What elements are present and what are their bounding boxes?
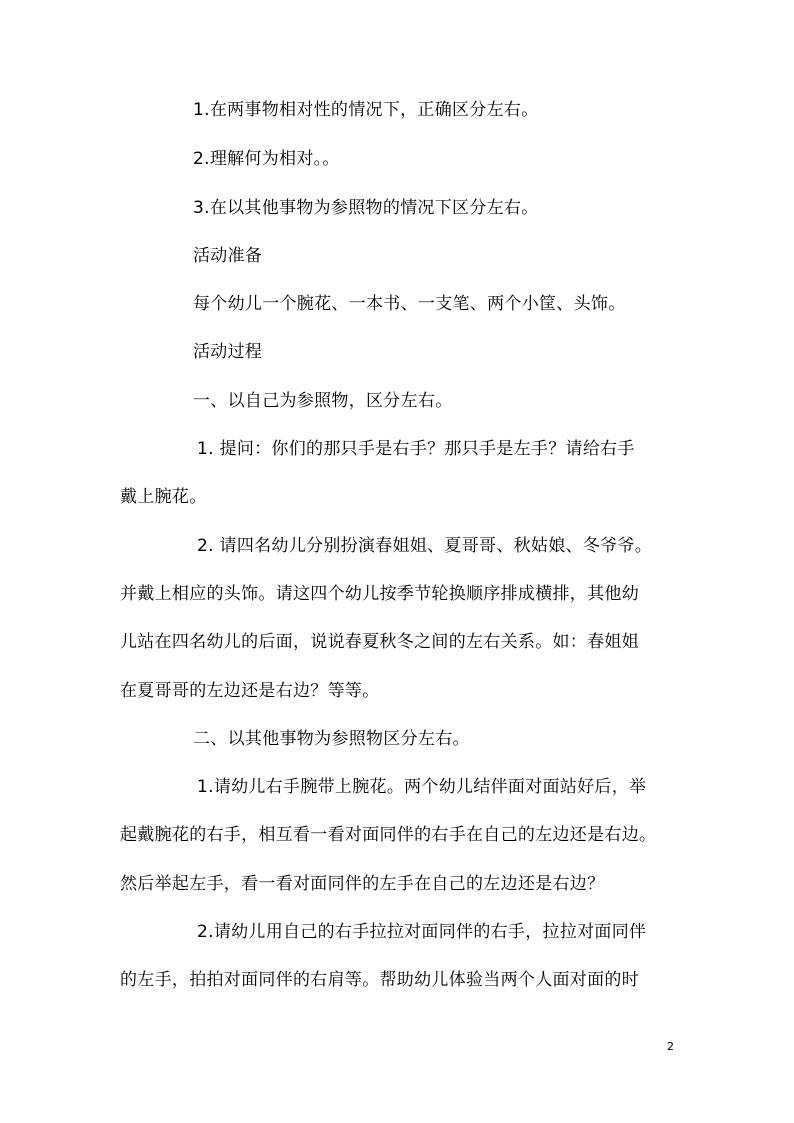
paragraph-line: 2.请幼儿用自己的右手拉拉对面同伴的右手，拉拉对面同伴 [197,922,647,942]
paragraph-line: 并戴上相应的头饰。请这四个幼儿按季节轮换顺序排成横排，其他幼 [120,584,639,604]
paragraph-line: 1.请幼儿右手腕带上腕花。两个幼儿结伴面对面站好后，举 [197,777,647,797]
paragraph-line: 1. 提问：你们的那只手是右手？那只手是左手？请给右手 [197,439,635,459]
objective-3: 3.在以其他事物为参照物的情况下区分左右。 [193,198,539,218]
section-heading-preparation: 活动准备 [193,246,263,266]
section-heading-process: 活动过程 [193,342,263,362]
paragraph-line: 2. 请四名幼儿分别扮演春姐姐、夏哥哥、秋姑娘、冬爷爷。 [197,536,653,556]
paragraph-line: 起戴腕花的右手，相互看一看对面同伴的右手在自己的左边还是右边。 [120,825,657,845]
objective-1: 1.在两事物相对性的情况下，正确区分左右。 [193,100,539,120]
paragraph-line: 在夏哥哥的左边还是右边？等等。 [120,681,380,701]
page-number: 2 [667,1040,674,1053]
paragraph-line: 儿站在四名幼儿的后面，说说春夏秋冬之间的左右关系。如：春姐姐 [120,632,639,652]
paragraph-line: 戴上腕花。 [120,487,207,507]
preparation-text: 每个幼儿一个腕花、一本书、一支笔、两个小筐、头饰。 [193,294,626,314]
step-heading-1: 一、以自己为参照物，区分左右。 [193,391,453,411]
paragraph-line: 的左手，拍拍对面同伴的右肩等。帮助幼儿体验当两个人面对面的时 [120,970,639,990]
paragraph-line: 然后举起左手，看一看对面同伴的左手在自己的左边还是右边？ [120,874,605,894]
step-heading-2: 二、以其他事物为参照物区分左右。 [193,729,470,749]
objective-2: 2.理解何为相对。。 [193,149,340,169]
